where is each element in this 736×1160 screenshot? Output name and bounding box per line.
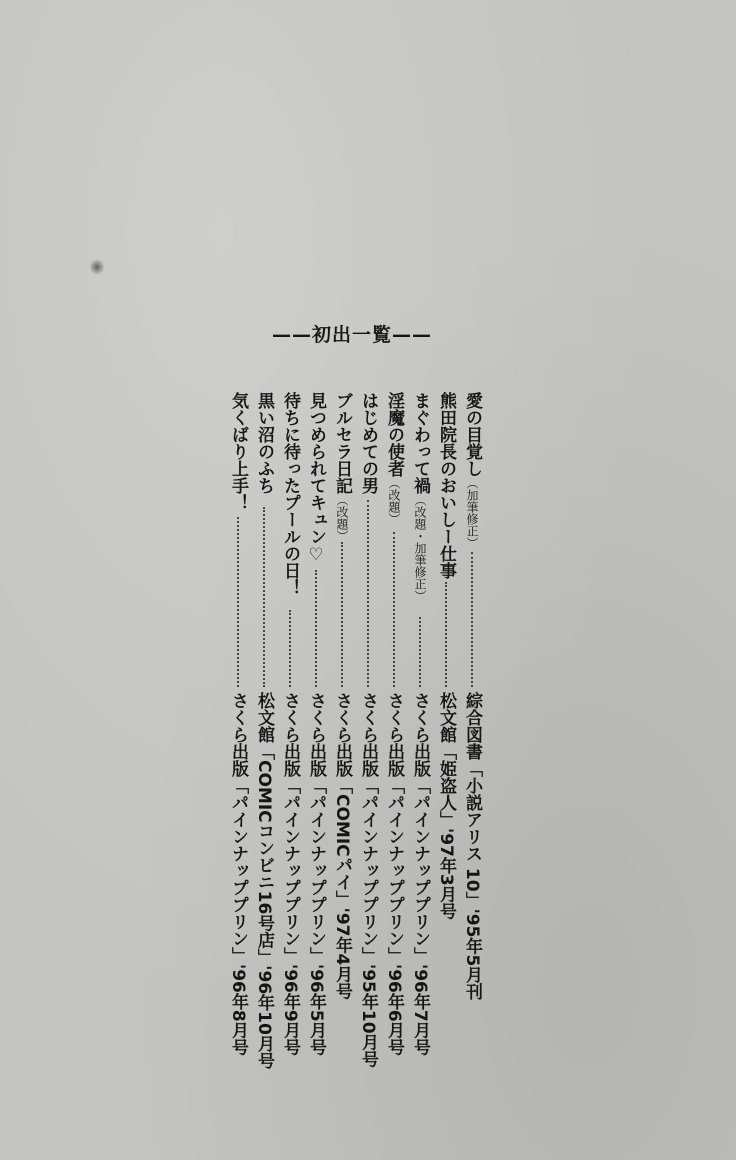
entry-title: 黒い沼のふち bbox=[254, 392, 274, 494]
entry-note: （改題） bbox=[335, 494, 349, 542]
leader-dots bbox=[341, 542, 343, 687]
leader-dots bbox=[263, 507, 265, 687]
entry-note: （改題・加筆修正） bbox=[413, 494, 427, 602]
leader-dots bbox=[289, 610, 291, 687]
page-title: ——初出一覧—— bbox=[271, 324, 432, 346]
leader-dots bbox=[419, 617, 421, 687]
entry-source: さくら出版「パインナッププリン」'95年10月号 bbox=[358, 692, 378, 1068]
entry-source: 松文館「姫盗人」'97年3月号 bbox=[436, 692, 456, 920]
entry-note: （加筆修正） bbox=[465, 477, 479, 549]
leader-dots bbox=[445, 582, 447, 687]
list-item bbox=[226, 392, 250, 1056]
paper-speck bbox=[90, 258, 104, 276]
entry-source: さくら出版「パインナッププリン」'96年7月号 bbox=[410, 692, 430, 1056]
entry-source: さくら出版「パインナッププリン」'96年9月号 bbox=[280, 692, 300, 1056]
entry-title: 熊田院長のおいしー仕事 bbox=[436, 392, 456, 579]
entry-source: さくら出版「パインナッププリン」'96年6月号 bbox=[384, 692, 404, 1056]
list-item bbox=[304, 392, 328, 1056]
list-item bbox=[382, 392, 406, 1056]
entry-source: 松文館「COMICコンビニ16号店」'96年10月号 bbox=[254, 692, 274, 1069]
entry-title: 見つめられてキュン♡ bbox=[306, 392, 326, 565]
list-item bbox=[330, 392, 354, 1052]
entry-source: 綜合図書「小説アリス 10」'95年5月刊 bbox=[462, 692, 482, 1001]
first-appearance-list bbox=[226, 392, 486, 1069]
entry-title: はじめての男 bbox=[358, 392, 378, 494]
leader-dots bbox=[367, 500, 369, 687]
list-item bbox=[434, 392, 458, 1052]
leader-dots bbox=[237, 517, 239, 687]
list-item bbox=[408, 392, 432, 1056]
list-item bbox=[252, 392, 276, 1069]
entry-note: （改題） bbox=[387, 477, 401, 525]
entry-source: さくら出版「パインナッププリン」'96年8月号 bbox=[228, 692, 248, 1056]
entry-title: 淫魔の使者（改題） bbox=[384, 392, 404, 525]
entry-title: 待ちに待ったプールの日！ bbox=[280, 392, 300, 596]
leader-dots bbox=[471, 552, 473, 687]
entry-title: 愛の目覚し（加筆修正） bbox=[462, 392, 482, 549]
leader-dots bbox=[393, 532, 395, 687]
entry-source: さくら出版「パインナッププリン」'96年5月号 bbox=[306, 692, 326, 1056]
list-item bbox=[356, 392, 380, 1068]
list-item bbox=[278, 392, 302, 1056]
list-item bbox=[460, 392, 484, 1052]
entry-title: 気くばり上手！ bbox=[228, 392, 248, 511]
entry-source: さくら出版「COMICパイ」'97年4月号 bbox=[332, 692, 352, 1000]
entry-title: まぐわって禍（改題・加筆修正） bbox=[410, 392, 430, 602]
entry-title: ブルセラ日記（改題） bbox=[332, 392, 352, 542]
leader-dots bbox=[315, 570, 317, 687]
